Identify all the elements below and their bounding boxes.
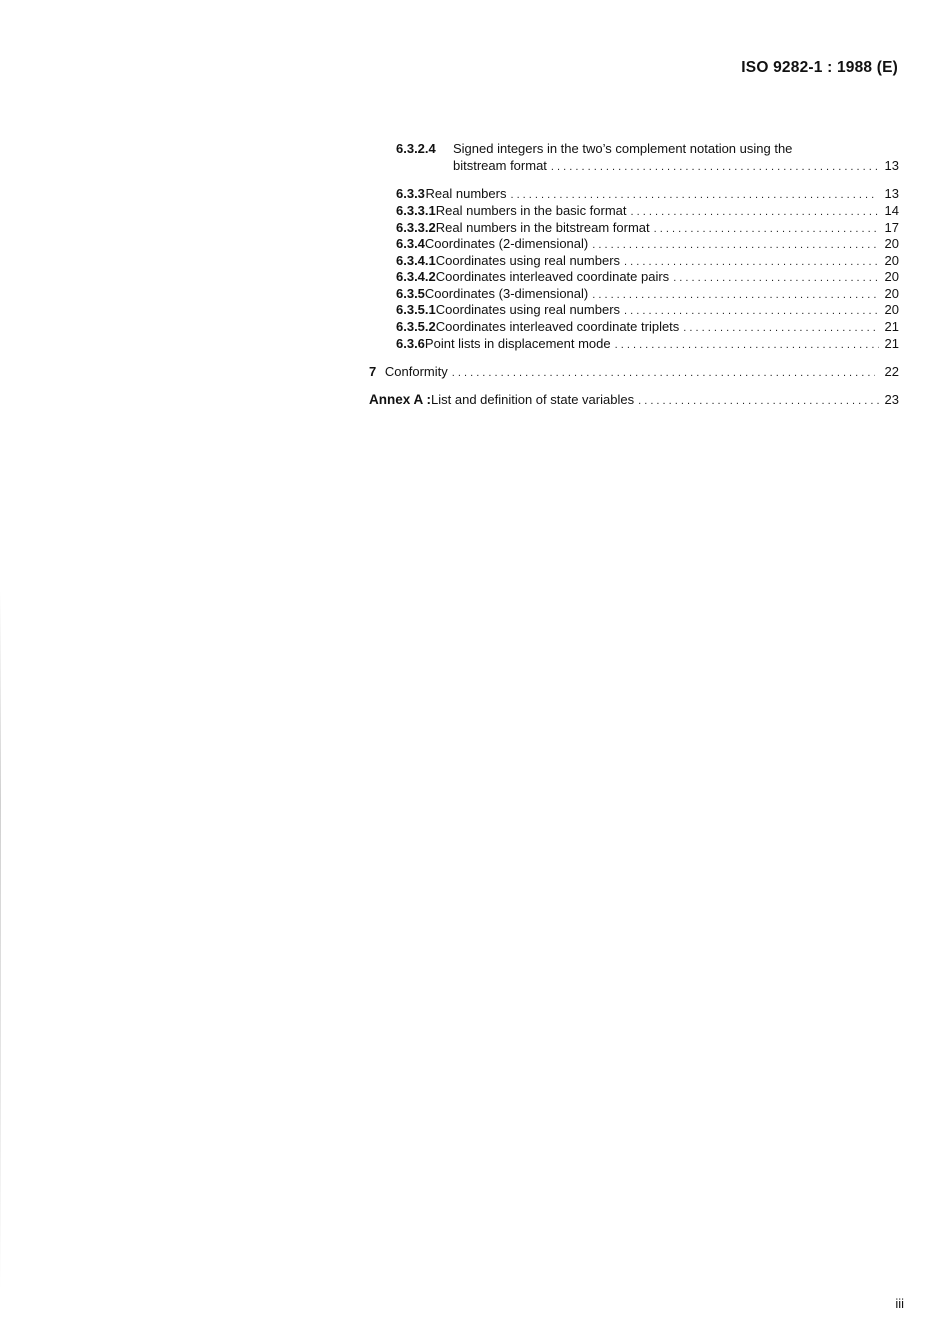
toc-page-number: 21 [884,319,899,334]
toc-number: 6.3.4.1 [396,253,436,268]
toc-title: Point lists in displacement mode [424,336,611,351]
toc-title: Real numbers in the basic format [435,203,627,218]
toc-entry-6-3-2-4 [396,140,792,157]
toc-page-number: 14 [884,203,899,218]
toc-page-number: 13 [884,186,899,201]
toc-entry-annex-a [369,391,899,408]
toc-page-number: 23 [884,392,899,407]
toc-entry [396,185,899,202]
toc-number: 6.3.4 [396,236,425,251]
toc-number: 6.3.3.2 [396,220,436,235]
toc-title: Coordinates (2-dimensional) [424,236,589,251]
toc-title: Signed integers in the two’s complement notation using the [453,141,793,156]
toc-entry [396,318,899,335]
dot-leader [615,337,879,354]
dot-leader [638,393,878,410]
toc-entry [396,235,899,252]
dot-leader [452,365,875,382]
dot-leader [551,159,879,176]
toc-entry-6-3-2-4-continued [453,157,899,174]
toc-page-number: 13 [884,158,899,173]
toc-page-number: 20 [884,286,899,301]
scan-edge-artifact [0,590,1,1290]
toc-number: 7 [369,364,377,379]
toc-entry [396,219,899,236]
toc-title: Coordinates interleaved coordinate pairs [435,269,670,284]
toc-number: 6.3.6 [396,336,425,351]
toc-title: Coordinates (3-dimensional) [424,286,589,301]
toc-title: Conformity [384,364,448,379]
toc-entry [396,285,899,302]
toc-entry-conformity [369,363,899,380]
toc-title: Coordinates using real numbers [435,253,621,268]
toc-number: 6.3.5.2 [396,319,436,334]
document-id-header: ISO 9282-1 : 1988 (E) [741,59,898,76]
toc-page-number: 20 [884,236,899,251]
toc-page-number: 22 [884,364,899,379]
toc-title: Coordinates interleaved coordinate triplets [435,319,680,334]
toc-entry [396,301,899,318]
toc-number: Annex A : [369,392,432,407]
toc-title: Real numbers [425,186,507,201]
toc-number: 6.3.5.1 [396,302,436,317]
toc-entry [396,202,899,219]
toc-entry [396,335,899,352]
toc-page-number: 17 [884,220,899,235]
page-number: iii [895,1296,904,1311]
toc-number: 6.3.4.2 [396,269,436,284]
toc-title: Real numbers in the bitstream format [435,220,650,235]
toc-page-number: 20 [884,253,899,268]
toc-number: 6.3.3.1 [396,203,436,218]
toc-page-number: 20 [884,302,899,317]
toc-number: 6.3.3 [396,186,425,201]
toc-number: 6.3.5 [396,286,425,301]
toc-page-number: 20 [884,269,899,284]
toc-entry [396,252,899,269]
toc-title: bitstream format [453,158,547,173]
toc-title: List and definition of state variables [431,392,635,407]
toc-number: 6.3.2.4 [396,141,436,156]
toc-entry [396,268,899,285]
toc-title: Coordinates using real numbers [435,302,621,317]
toc-page-number: 21 [884,336,899,351]
